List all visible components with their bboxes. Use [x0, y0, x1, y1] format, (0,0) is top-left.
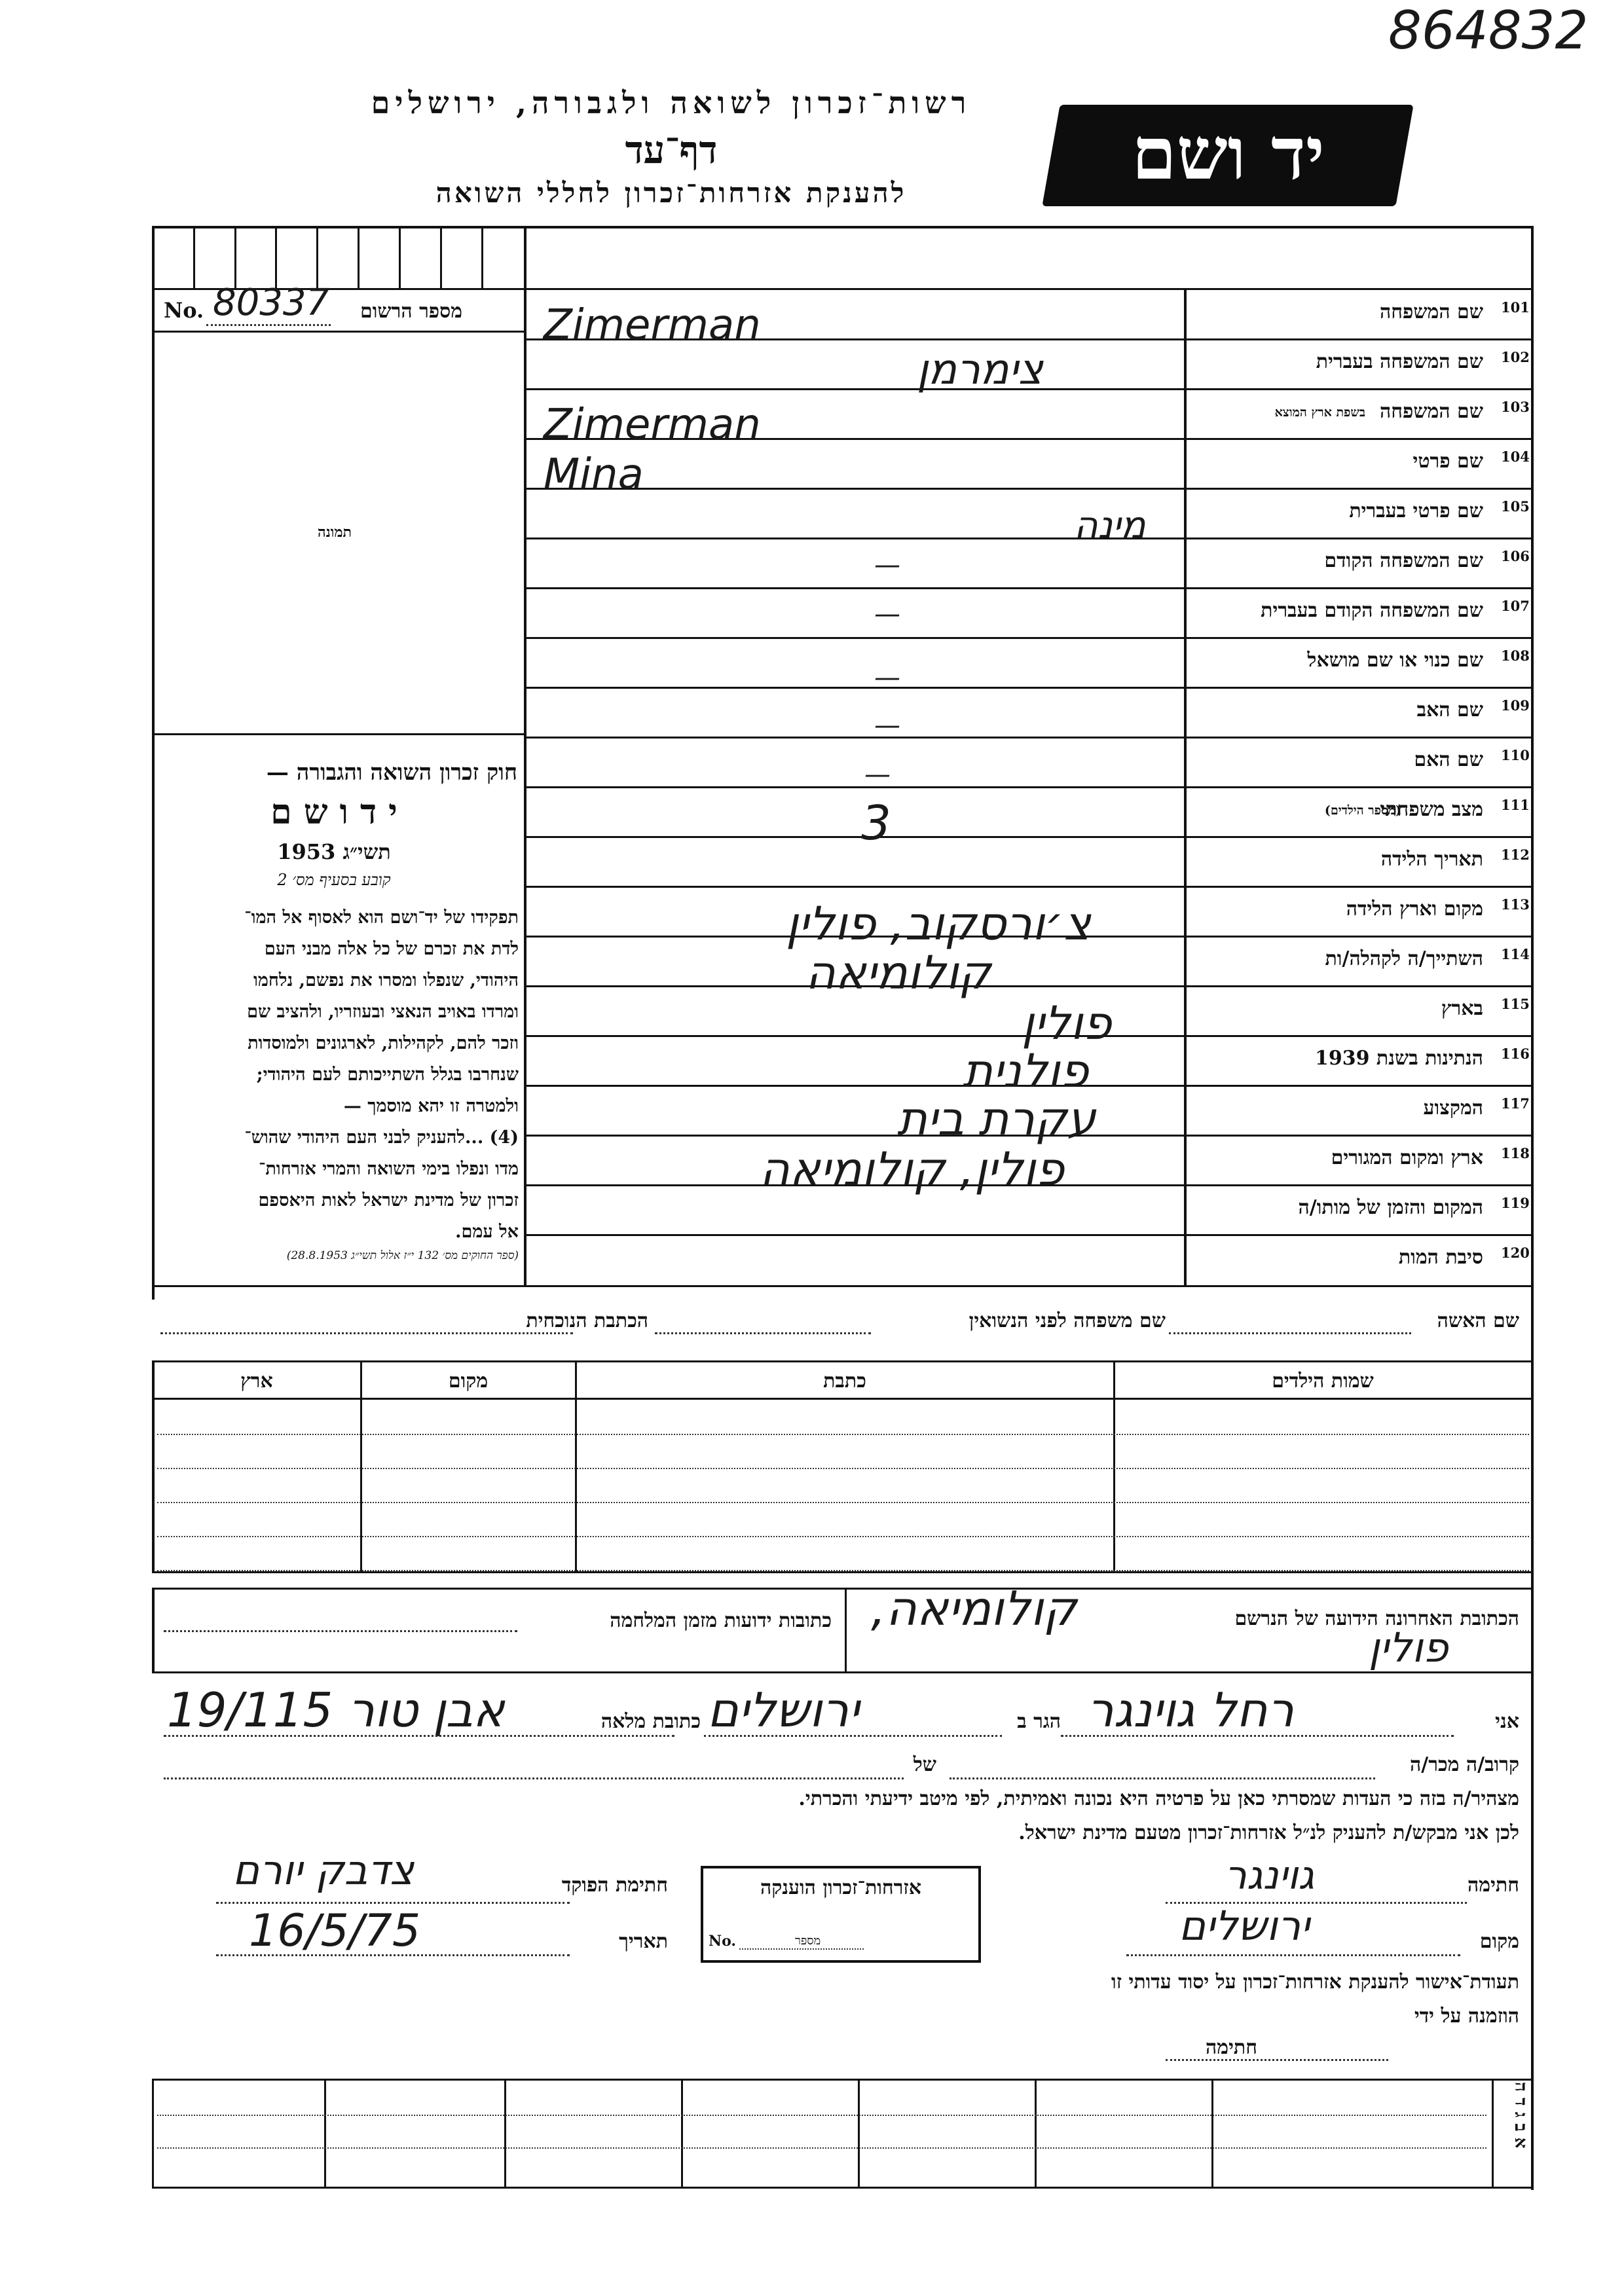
field-103-label: שם המשפחה	[1379, 400, 1483, 423]
citizenship-granted-box	[701, 1866, 981, 1963]
field-101-value: Zimerman	[544, 301, 761, 350]
i-label: אני	[1495, 1710, 1519, 1733]
field-109-value: —	[874, 710, 900, 740]
field-117-label: המקצוע	[1423, 1097, 1483, 1120]
children-row-line	[157, 1570, 1529, 1571]
logo-text: יד ושם	[1132, 111, 1325, 196]
field-115-value: פולין	[1022, 996, 1112, 1050]
wartime-address-label: כתובות ידועות מזמן המלחמה	[610, 1609, 832, 1632]
field-114-number: 114	[1501, 946, 1530, 962]
field-106-value: —	[874, 550, 900, 580]
clerk-signature-label: חתימת הפוקד	[561, 1874, 668, 1897]
certificate-line1: תעודת־אישור להענקת אזרחות־זכרון על יסוד עדותי זו	[1111, 1971, 1519, 1994]
declarant-full-address: אבן טור 19/115	[167, 1683, 505, 1738]
law-line: וזכר להם, לקהילות, לארגונים ולמוסדות	[248, 1033, 519, 1053]
header-page-type: דף־עד	[625, 128, 718, 172]
last-address-label: הכתובת האחרונה הידועה של הנרשם	[1234, 1607, 1519, 1630]
clerk-date: 16/5/75	[249, 1905, 421, 1957]
field-116-label: הנתינות בשנת 1939	[1314, 1047, 1483, 1070]
field-115-number: 115	[1501, 996, 1530, 1012]
citizenship-box-title: אזרחות־זכרון הוענקה	[760, 1876, 922, 1899]
children-row-line	[157, 1434, 1529, 1435]
law-clause: קובע בסעיף מס׳ 2	[277, 871, 391, 889]
law-line: לדת את זכרם של כל אלה מבני העם	[264, 939, 519, 959]
law-line: תפקידו של יד־ושם הוא לאסוף אל המו־	[244, 907, 519, 928]
field-108-number: 108	[1501, 647, 1530, 664]
field-120-label: סיבת המות	[1398, 1246, 1483, 1269]
children-row-line	[157, 1536, 1529, 1537]
field-117-number: 117	[1501, 1095, 1530, 1112]
field-102-label: שם המשפחה בעברית	[1316, 350, 1483, 373]
field-116-number: 116	[1501, 1046, 1530, 1062]
law-line: היהודי, שנפלו ומסרו את נפשם, נלחמו	[253, 970, 519, 991]
children-header-names: שמות הילדים	[1272, 1370, 1374, 1393]
field-111-value: 3	[861, 795, 891, 850]
field-119-label: המקום והזמן של מותו/ה	[1298, 1196, 1483, 1219]
field-116-value: פולנית	[963, 1044, 1089, 1098]
declarant-city: ירושלים	[707, 1683, 860, 1738]
wife-label: שם האשה	[1437, 1309, 1519, 1332]
field-113-number: 113	[1501, 896, 1530, 913]
side-code: א ב ג ד ה	[1511, 2082, 1530, 2149]
field-117-value: עקרת בית	[897, 1092, 1096, 1146]
signature-label: חתימה	[1467, 1874, 1519, 1897]
field-111-note: (מספר הילדים)	[1324, 803, 1401, 818]
certificate-signature-label: חתימה	[1206, 2036, 1257, 2059]
field-107-value: —	[874, 599, 900, 629]
law-footnote: (ספר החוקים מס׳ 132 י״ז אלול תשי״ג 28.8.1953)	[286, 1249, 519, 1262]
law-line: ולמטרה זו יהא מוסמך —	[343, 1096, 519, 1116]
current-address-label: הכתבת הנוכחית	[526, 1309, 648, 1332]
field-114-label: השתייך/ה לקהלה/ות	[1325, 947, 1483, 970]
field-102-number: 102	[1501, 349, 1530, 365]
law-line: (4) ...להעניק לבני העם היהודי שהוש־	[244, 1127, 519, 1148]
field-115-label: בארץ	[1441, 997, 1483, 1020]
declaration-2: לכן אני מבקש/ת להעניק לנ״ל אזרחות־זכרון מטעם מדינת ישראל.	[1018, 1821, 1519, 1844]
field-104-number: 104	[1501, 448, 1530, 465]
field-114-value: קולומיאה	[805, 946, 991, 1000]
field-111-number: 111	[1501, 797, 1530, 813]
declarant-signature: גוינגר	[1225, 1853, 1315, 1899]
field-102-value: צימרמן	[917, 346, 1043, 394]
field-119-number: 119	[1501, 1195, 1530, 1211]
doc-number: 864832	[1388, 0, 1589, 61]
declarant-name: רחל גוינגר	[1087, 1683, 1295, 1738]
law-line: זכרון של מדינת ישראל לאות היאספם	[258, 1190, 519, 1211]
field-101-label: שם המשפחה	[1379, 301, 1483, 323]
field-105-value: מינה	[1074, 504, 1146, 547]
reg-no-label: No.	[164, 298, 204, 323]
law-year: תשי״ג 1953	[277, 839, 391, 864]
field-104-value: Mina	[544, 450, 644, 499]
law-text	[160, 902, 519, 1248]
field-106-number: 106	[1501, 548, 1530, 564]
relation-label: קרוב/ה מכר/ה	[1410, 1753, 1519, 1776]
header-authority: רשות־זכרון לשואה ולגבורה, ירושלים	[371, 85, 972, 120]
reg-no-value: 80337	[213, 282, 330, 324]
children-header-place: מקום	[448, 1370, 489, 1393]
last-address-line1: קולומיאה,	[871, 1581, 1077, 1636]
last-address-line2: פולין	[1369, 1624, 1449, 1671]
law-line: שנחרבו בגלל השתייכותם לעם היהודי;	[256, 1065, 519, 1085]
field-110-label: שם האם	[1414, 748, 1483, 771]
field-113-value: צ׳ורסקוב, פולין	[786, 897, 1091, 951]
field-111-label: מצב משפחתי	[1380, 798, 1483, 821]
field-118-label: ארץ ומקום המגורים	[1331, 1146, 1483, 1169]
declarant-place: ירושלים	[1179, 1902, 1310, 1950]
maiden-name-label: שם משפחה לפני הנשואין	[969, 1309, 1166, 1332]
field-110-value: —	[864, 759, 891, 790]
children-header-address: כתבת	[823, 1370, 866, 1393]
photo-label: תמונה	[318, 524, 352, 541]
field-112-label: תאריך הלידה	[1380, 848, 1483, 871]
field-118-number: 118	[1501, 1145, 1530, 1161]
law-line: מדו ונפלו בימי השואה והמרי אזרחות־	[258, 1159, 519, 1179]
field-103-note: בשפת ארץ המוצא	[1274, 405, 1365, 420]
field-110-number: 110	[1501, 747, 1530, 763]
law-name: י ד ו ש ם	[270, 792, 397, 832]
field-106-label: שם המשפחה הקודם	[1324, 549, 1483, 572]
field-105-label: שם פרטי בעברית	[1349, 500, 1483, 522]
field-109-label: שם האב	[1416, 699, 1483, 721]
reg-label: מספר הרשום	[360, 300, 462, 323]
field-112-number: 112	[1501, 847, 1530, 863]
yad-vashem-logo	[1042, 105, 1413, 206]
clerk-signature: צדבק יורם	[232, 1846, 415, 1894]
field-108-value: —	[874, 663, 900, 693]
citizenship-box-no: No.	[709, 1933, 737, 1950]
field-104-label: שם פרטי	[1412, 450, 1483, 473]
law-line: אל עמם.	[455, 1222, 519, 1242]
resides-label: הגר ב	[1017, 1710, 1061, 1733]
citizenship-box-number-label: מספר	[795, 1934, 821, 1948]
children-row-line	[157, 1502, 1529, 1503]
law-line: ומרדו באויב הנאצי ובעוזריו, ולהציב שם	[247, 1002, 519, 1022]
certificate-line2: הוזמנה על ידי	[1414, 2005, 1519, 2028]
full-address-label: כתובת מלאה	[600, 1710, 701, 1733]
field-113-label: מקום וארץ הלידה	[1346, 898, 1483, 920]
field-101-number: 101	[1501, 299, 1530, 316]
place-label: מקום	[1479, 1930, 1519, 1953]
field-103-value: Zimerman	[544, 401, 761, 449]
field-107-number: 107	[1501, 598, 1530, 614]
children-row-line	[157, 1468, 1529, 1469]
field-120-number: 120	[1501, 1245, 1530, 1261]
field-118-value: פולין, קולומיאה	[760, 1142, 1065, 1196]
of-label: של	[913, 1753, 936, 1776]
children-header-country: ארץ	[240, 1370, 273, 1393]
law-title: חוק זכרון השואה והגבורה —	[266, 759, 517, 786]
date-label: תאריך	[619, 1930, 668, 1953]
header-subtitle: להענקת אזרחות־זכרון לחללי השואה	[435, 177, 907, 209]
field-108-label: שם כנוי או שם מושאל	[1307, 649, 1483, 672]
field-103-number: 103	[1501, 399, 1530, 415]
declaration-1: מצהיר/ה בזה כי העדות שמסרתי כאן על פרטיה היא נכונה ואמיתית, לפי מיטב ידיעתי והכרתי.	[798, 1787, 1519, 1810]
field-107-label: שם המשפחה הקודם בעברית	[1261, 599, 1483, 622]
field-105-number: 105	[1501, 498, 1530, 515]
field-109-number: 109	[1501, 697, 1530, 714]
